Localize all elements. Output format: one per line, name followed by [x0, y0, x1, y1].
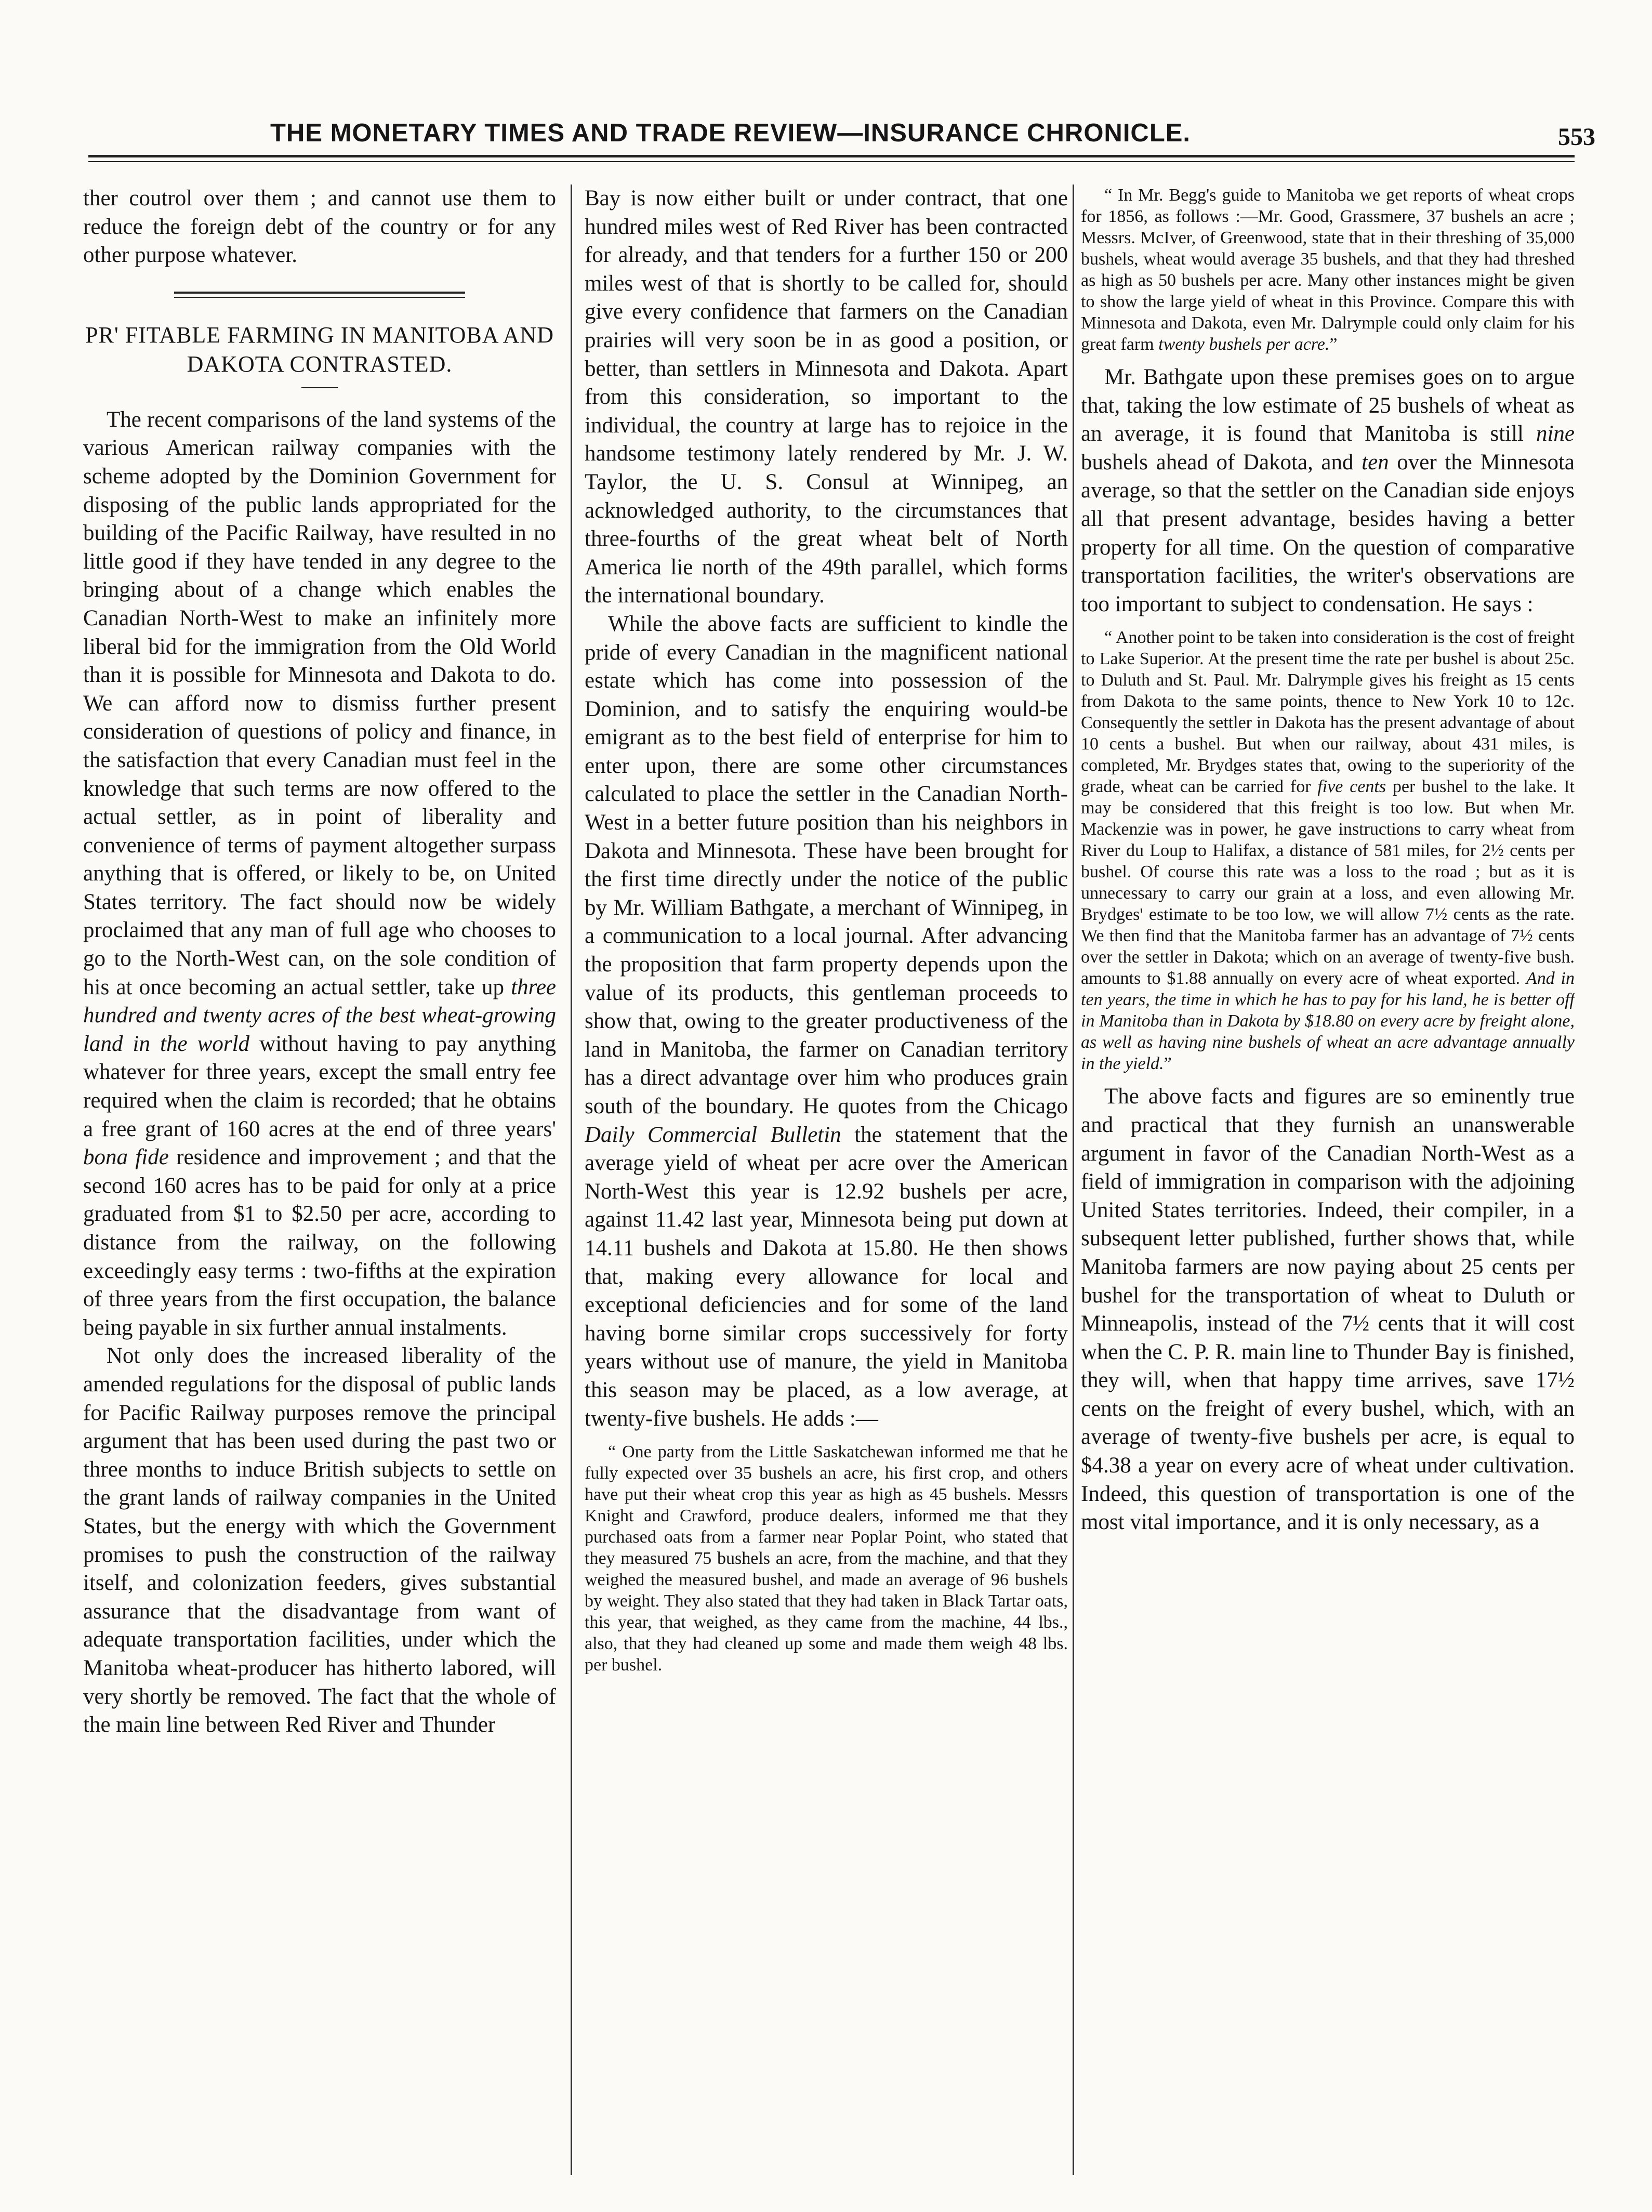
- quoted-passage: “ Another point to be taken into consideration is the cost of freight to Lake Superior. At the present time the rate per bushel is about 25c. to Duluth and St. Paul. Mr. Dalrymple gives his freight as 15 cents from Dakota to the same points, thence to New York 10 to 12c. Consequently the settler in Dakota has the present advantage of about 10 cents a bushel. But when our railway, about 431 miles, is completed, Mr. Brydges states that, owing to the superiority of the grade, wheat can be carried for five cents per bushel to the lake. It may be considered that this freight is too low. But when Mr. Mackenzie was in power, he gave instructions to carry wheat from River du Loup to Halifax, a distance of 581 miles, for 2½ cents per bushel. Of course this rate was a loss to the road ; but as it is unnecessary to carry our grain at a loss, and even allowing Mr. Brydges' estimate to be too low, we will allow 7½ cents as the rate. We then find that the Manitoba farmer has an advantage of 7½ cents over the settler in Dakota; which on an average of twenty-five bush. amounts to $1.88 annually on every acre of wheat exported. And in ten years, the time in which he has to pay for his land, he is better off in Manitoba than in Dakota by $18.80 on every acre by freight alone, as well as having nine bushels of wheat an acre advantage annually in the yield.”: [1081, 628, 1575, 1074]
- article-paragraph: Mr. Bathgate upon these premises goes on to argue that, taking the low estimate of 25 bushels of wheat as an average, it is found that Manitoba is still nine bushels ahead of Dakota, and ten over the Minnesota average, so that the settler on the Canadian side enjoys all that present advantage, besides having a better property for all time. On the question of comparative transportation facilities, the writer's observations are too important to subject to condensation. He says :: [1081, 365, 1575, 616]
- header-rule: [88, 155, 1575, 157]
- article-paragraph: Not only does the increased liberality of the amended regulations for the disposal of public lands for Pacific Railway purposes remove the principal argument that has been used during the past two or three months to induce British subjects to settle on the grant lands of railway companies in the United States, but the energy with which the Government promises to push the construction of the railway itself, and colonization feeders, gives substantial assurance that the disadvantage from want of adequate transportation facilities, under which the Manitoba wheat-producer has hitherto labored, will very shortly be removed. The fact that the whole of the main line between Red River and Thunder: [83, 1344, 556, 1737]
- header-rule-thin: [88, 161, 1575, 162]
- section-rule: [174, 292, 465, 294]
- page-number: 553: [1558, 123, 1595, 151]
- quoted-passage: “ One party from the Little Saskatchewan informed me that he fully expected over 35 bushels an acre, his first crop, and others have put their wheat crop this year as high as 45 bushels. Messrs Knight and Crawford, produce dealers, informed me that they purchased oats from a farmer near Poplar Point, who stated that they measured 75 bushels an acre, from the machine, and that they weighed the measured bushel, and made an average of 96 bushels by weight. They also stated that they had taken in Black Tartar oats, this year, that weighed, as they came from the machine, 44 lbs., also, that they had cleaned up some and made them weigh 48 lbs. per bushel.: [585, 1442, 1068, 1675]
- article-paragraph: Bay is now either built or under contract, that one hundred miles west of Red River has been contracted for already, and that tenders for a further 150 or 200 miles west of that is shortly to be called for, should give every confidence that farmers on the Canadian prairies will very soon be in as good a position, or better, than settlers in Minnesota and Dakota. Apart from this consideration, so important to the individual, the country at large has to rejoice in the handsome testimony lately rendered by Mr. J. W. Taylor, the U. S. Consul at Winnipeg, an acknowledged authority, to the circumstances that three-fourths of the great wheat belt of North America lie north of the 49th parallel, which forms the international boundary.: [585, 186, 1068, 608]
- column-divider: [571, 185, 572, 2175]
- section-rule-thin: [174, 297, 465, 298]
- article-paragraph: While the above facts are sufficient to kindle the pride of every Canadian in the magnificent national estate which has come into possession of the Dominion, and to satisfy the enquiring would-be emigrant as to the best field of enterprise for him to enter upon, there are some other circumstances calculated to place the settler in the Canadian North-West in a better future position than his neighbors in Dakota and Minnesota. These have been brought for the first time directly under the notice of the public by Mr. William Bathgate, a merchant of Winnipeg, in a communication to a local journal. After advancing the proposition that farm property depends upon the value of its products, this gentleman proceeds to show that, owing to the greater productiveness of the land in Manitoba, the farmer on Canadian territory has a direct advantage over him who produces grain south of the boundary. He quotes from the Chicago Daily Commercial Bulletin the statement that the average yield of wheat per acre over the American North-West this year is 12.92 bushels per acre, against 11.42 last year, Minnesota being put down at 14.11 bushels and Dakota at 15.80. He then shows that, making every allowance for local and exceptional deficiencies and for some of the land having borne similar crops successively for forty years without use of manure, the yield in Manitoba this season may be placed, as a low average, at twenty-five bushels. He adds :—: [585, 611, 1068, 1431]
- column-divider: [1073, 185, 1074, 2175]
- column-2: [585, 185, 1068, 2175]
- lead-in-paragraph: ther coutrol over them ; and cannot use them to reduce the foreign debt of the country or for any other purpose whatever.: [83, 186, 556, 268]
- quoted-passage: “ In Mr. Begg's guide to Manitoba we get reports of wheat crops for 1856, as follows :—Mr. Good, Grassmere, 37 bushels an acre ; Messrs. McIver, of Greenwood, state that in their threshing of 35,000 bushels, wheat would average 35 bushels, and that they had threshed as high as 50 bushels per acre. Many other instances might be given to show the large yield of wheat in this Province. Compare this with Minnesota and Dakota, even Mr. Dalrymple could only claim for his great farm twenty bushels per acre.”: [1081, 186, 1575, 354]
- heading-dash: [301, 387, 338, 388]
- column-3: [1081, 185, 1575, 2175]
- publication-title: THE MONETARY TIMES AND TRADE REVIEW—INSURANCE CHRONICLE.: [270, 119, 1191, 147]
- article-paragraph: The recent comparisons of the land systems of the various American railway companies with the scheme adopted by the Dominion Government for disposing of the public lands appropriated for the building of the Pacific Railway, have resulted in no little good if they have tended in any degree to the bringing about of a change which enables the Canadian North-West to make an infinitely more liberal bid for the immigration from the Old World than it is possible for Minnesota and Dakota to do. We can afford now to dismiss further present consideration of questions of policy and finance, in the satisfaction that every Canadian must feel in the knowledge that such terms are now offered to the actual settler, as in point of liberality and convenience of terms of payment altogether surpass anything that is offered, or likely to be, on United States territory. The fact should now be widely proclaimed that any man of full age who chooses to go to the North-West can, on the sole condition of his at once becoming an actual settler, take up three hundred and twenty acres of the best wheat-growing land in the world without having to pay anything whatever for three years, except the small entry fee required when the claim is recorded; that he obtains a free grant of 160 acres at the end of three years' bona fide residence and improvement ; and that the second 160 acres has to be paid for only at a price graduated from $1 to $2.50 per acre, according to distance from the railway, on the following exceedingly easy terms : two-fifths at the expiration of three years from the first occupation, the balance being payable in six further annual instalments.: [83, 407, 556, 1340]
- article-paragraph: The above facts and figures are so eminently true and practical that they furnish an unanswerable argument in favor of the Canadian North-West as a field of immigration in comparison with the adjoining United States territories. Indeed, their compiler, in a subsequent letter published, further shows that, while Manitoba farmers are now paying about 25 cents per bushel for the transportation of wheat to Duluth or Minneapolis, instead of the 7½ cents that it will cost when the C. P. R. main line to Thunder Bay is finished, they will, when that happy time arrives, save 17½ cents on the freight of every bushel, which, with an average of twenty-five bushels per acre, is equal to $4.38 a year on every acre of wheat under cultivation. Indeed, this question of transportation is one of the most vital importance, and it is only necessary, as a: [1081, 1084, 1575, 1535]
- article-heading: PR' FITABLE FARMING IN MANITOBA AND DAKOTA CONTRASTED.: [85, 322, 554, 377]
- column-1: [83, 185, 556, 2175]
- page-header: [88, 118, 1595, 150]
